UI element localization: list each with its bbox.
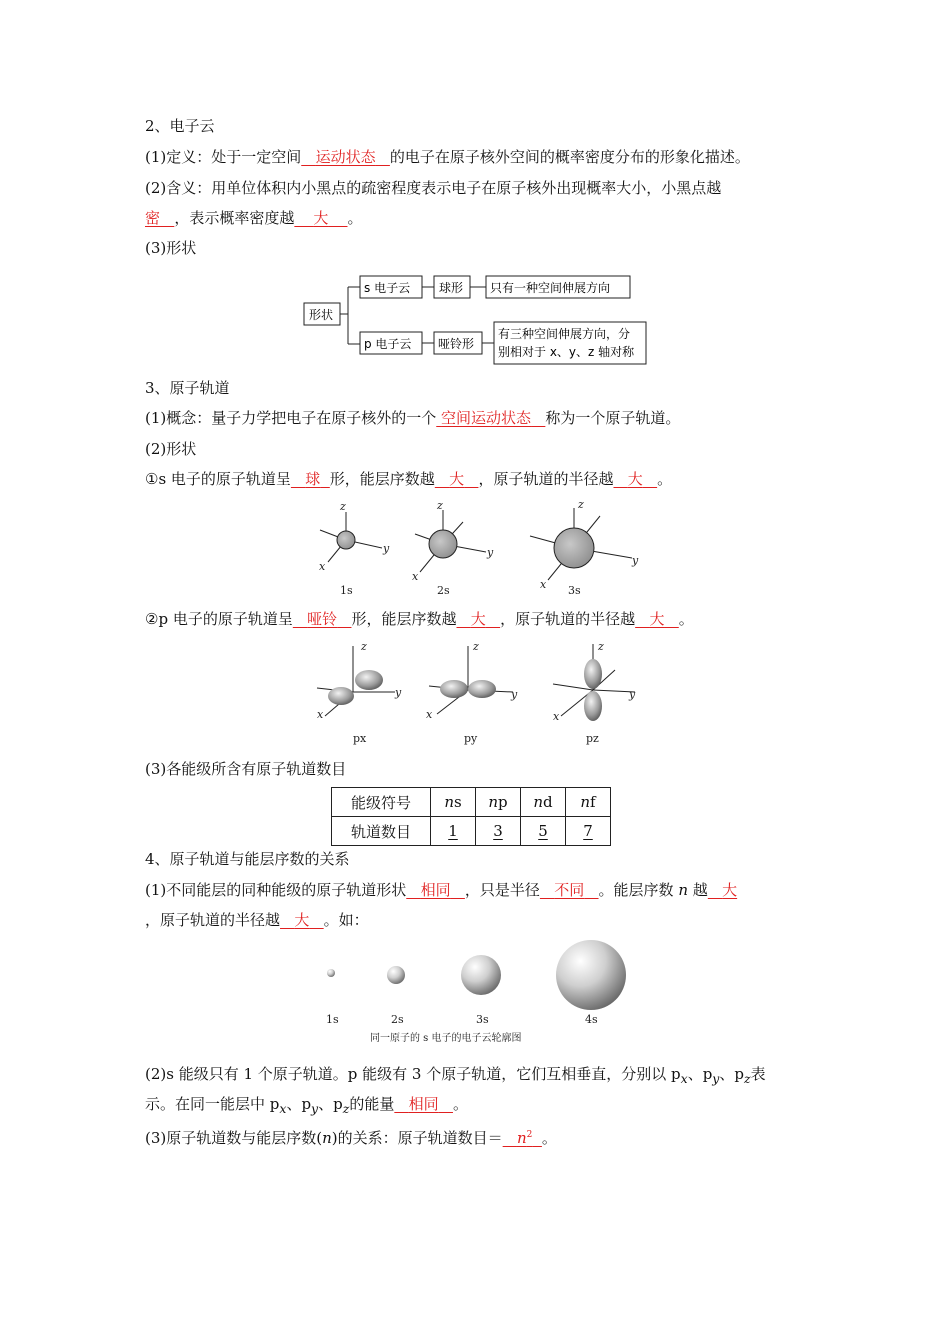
text: (1)不同能层的同种能级的原子轨道形状: [145, 881, 407, 899]
answer-blank: 大: [649, 610, 665, 628]
section-4-title: 4、原子轨道与能层序数的关系: [145, 850, 350, 868]
sphere-2s: [387, 966, 405, 984]
axis-z-label: z: [473, 640, 479, 653]
answer-blank: 大: [627, 470, 643, 488]
text: 、p: [286, 1095, 312, 1113]
table-cell: nd: [521, 788, 566, 817]
meaning-line-2: [145, 207, 363, 229]
table-row: [332, 788, 611, 817]
text: 称为一个原子轨道。: [545, 409, 681, 427]
root-label: 形状: [309, 308, 334, 322]
text: )的关系：原子轨道数目＝: [331, 1129, 503, 1147]
table-cell: 3: [476, 817, 521, 846]
label-3s: 3s: [476, 1013, 489, 1026]
text: 的能量: [349, 1095, 395, 1113]
label-py: py: [464, 732, 478, 745]
py-lobe: [468, 680, 496, 698]
p-orbitals-figure: [305, 640, 645, 750]
text: 形，能层序数越: [329, 470, 435, 488]
count-heading: (3)各能级所含有原子轨道数目: [145, 760, 347, 778]
label-3s: 3s: [568, 584, 581, 597]
answer-blank: $n^2$: [516, 1129, 533, 1147]
pz-lobe: [584, 691, 602, 721]
axis-x-label: x: [317, 708, 324, 721]
shape-heading: (3)形状: [145, 239, 197, 257]
answer-blank: 空间运动状态: [441, 409, 532, 427]
table-cell: np: [476, 788, 521, 817]
axis-z-label: z: [578, 500, 584, 511]
variable-n: n: [678, 881, 689, 899]
text: ①s 电子的原子轨道呈: [145, 470, 291, 488]
text: (3)原子轨道数与能层序数(: [145, 1129, 323, 1147]
axis-y-label: y: [395, 686, 402, 699]
p-cloud-label: p 电子云: [364, 337, 412, 351]
answer-blank: 不同: [554, 881, 585, 899]
orbital-2s: [429, 530, 457, 558]
relation-line-1: [145, 879, 737, 901]
text: 。如：: [323, 911, 369, 929]
relation-line-2: [145, 909, 369, 931]
text: ②p 电子的原子轨道呈: [145, 610, 293, 628]
answer-blank: 密: [145, 209, 161, 227]
axis-x-label: x: [412, 570, 419, 583]
label-1s: 1s: [326, 1013, 339, 1026]
section-3-title: 3、原子轨道: [145, 379, 230, 397]
text: ，表示概率密度越: [174, 209, 295, 227]
s-electron-cloud-spheres: [300, 935, 660, 1030]
orbital-3s: [554, 528, 594, 568]
text: (1)概念：量子力学把电子在原子核外的一个: [145, 409, 437, 427]
label-1s: 1s: [340, 584, 353, 597]
answer-blank: 大: [313, 209, 329, 227]
p-desc-line1: 有三种空间伸展方向，分: [498, 327, 631, 341]
answer-blank: 大: [722, 881, 738, 899]
axis-y-label: y: [383, 542, 390, 555]
axis-y-label: y: [511, 688, 518, 701]
answer-blank: 哑铃: [307, 610, 338, 628]
answer-blank: 大: [470, 610, 486, 628]
sphere-caption: 同一原子的 s 电子的电子云轮廓图: [370, 1033, 522, 1044]
text: 。能层序数: [598, 881, 674, 899]
s-desc-label: 只有一种空间伸展方向: [490, 281, 611, 295]
pz-lobe: [584, 659, 602, 689]
p-desc-line2: 别相对于 x、y、z 轴对称: [498, 345, 635, 359]
s-orbitals-figure: [310, 500, 650, 600]
px-lobe: [355, 670, 383, 690]
axis-z-label: z: [361, 640, 367, 653]
p-orbital-desc-line: (2)s 能级只有 1 个原子轨道。p 能级有 3 个原子轨道，它们互相垂直，分别以 $p_x$、$p_y$、$p_z$表: [145, 1065, 766, 1086]
table-cell: 7: [566, 817, 611, 846]
label-4s: 4s: [585, 1013, 598, 1026]
concept-line: [145, 407, 680, 429]
label-px: px: [353, 732, 367, 745]
sphere-3s: [461, 955, 501, 995]
answer-blank: 球: [305, 470, 321, 488]
text: 示。在同一能层中 p: [145, 1095, 280, 1113]
text: 。: [657, 470, 673, 488]
text: 、p: [719, 1065, 744, 1083]
label-2s: 2s: [437, 584, 450, 597]
axis-z-label: z: [598, 640, 604, 653]
text: 。: [541, 1129, 557, 1147]
text: 形，能层序数越: [351, 610, 457, 628]
table-cell: nf: [566, 788, 611, 817]
p-energy-line: 示。在同一能层中 $p_x$、$p_y$、$p_z$的能量 相同 。: [145, 1095, 468, 1116]
label-2s: 2s: [391, 1013, 404, 1026]
table-cell: 5: [521, 817, 566, 846]
text: 。: [452, 1095, 468, 1113]
text: (1)定义：处于一定空间: [145, 148, 302, 166]
text: 越: [692, 881, 708, 899]
p-orbital-line: [145, 608, 694, 630]
orbital-count-formula-line: [145, 1124, 557, 1149]
axis-x-label: x: [426, 708, 433, 721]
shape-subheading: (2)形状: [145, 440, 197, 458]
axis-z-label: z: [437, 500, 443, 512]
axis-x-label: x: [540, 578, 547, 591]
py-lobe: [440, 680, 468, 698]
electron-cloud-shape-diagram: [300, 270, 660, 370]
orbital-1s: [337, 531, 355, 549]
text: 的电子在原子核外空间的概率密度分布的形象化描述。: [389, 148, 750, 166]
orbital-count-table: [331, 787, 611, 846]
answer-blank: 相同: [420, 881, 451, 899]
text: ，原子轨道的半径越: [500, 610, 636, 628]
s-shape-label: 球形: [439, 281, 464, 295]
text: ，只是半径: [464, 881, 540, 899]
axis-z-label: z: [340, 500, 346, 513]
answer-blank: 运动状态: [315, 148, 376, 166]
section-2-title: 2、电子云: [145, 117, 215, 135]
s-orbital-line: [145, 468, 672, 490]
text: 、p: [687, 1065, 713, 1083]
answer-blank: 大: [449, 470, 465, 488]
label-pz: pz: [586, 732, 599, 745]
table-cell: ns: [431, 788, 476, 817]
s-cloud-label: s 电子云: [364, 281, 411, 295]
axis-x-label: x: [553, 710, 560, 723]
answer-blank: 大: [294, 911, 310, 929]
text: ，原子轨道的半径越: [478, 470, 614, 488]
text: ，原子轨道的半径越: [145, 911, 281, 929]
definition-line: [145, 146, 750, 168]
table-cell: 1: [431, 817, 476, 846]
px-lobe: [328, 687, 354, 705]
text: 。: [347, 209, 363, 227]
variable-n: n: [322, 1129, 332, 1147]
axis-y-label: y: [487, 546, 494, 559]
sphere-4s: [556, 940, 626, 1010]
axis-y-label: y: [629, 688, 636, 701]
sphere-1s: [327, 969, 335, 977]
axis-y-label: y: [632, 554, 639, 567]
table-head-cell: 轨道数目: [332, 817, 431, 846]
meaning-line-1: (2)含义：用单位体积内小黑点的疏密程度表示电子在原子核外出现概率大小，小黑点越: [145, 179, 722, 197]
text: 、p: [318, 1095, 343, 1113]
text: 。: [678, 610, 694, 628]
axis-x-label: x: [319, 560, 326, 573]
table-row: [332, 817, 611, 846]
text: 表: [750, 1065, 766, 1083]
p-shape-label: 哑铃形: [438, 337, 475, 351]
text: (2)s 能级只有 1 个原子轨道。p 能级有 3 个原子轨道，它们互相垂直，分别以 p: [145, 1065, 681, 1083]
answer-blank: 相同: [408, 1095, 439, 1113]
table-head-cell: 能级符号: [332, 788, 431, 817]
